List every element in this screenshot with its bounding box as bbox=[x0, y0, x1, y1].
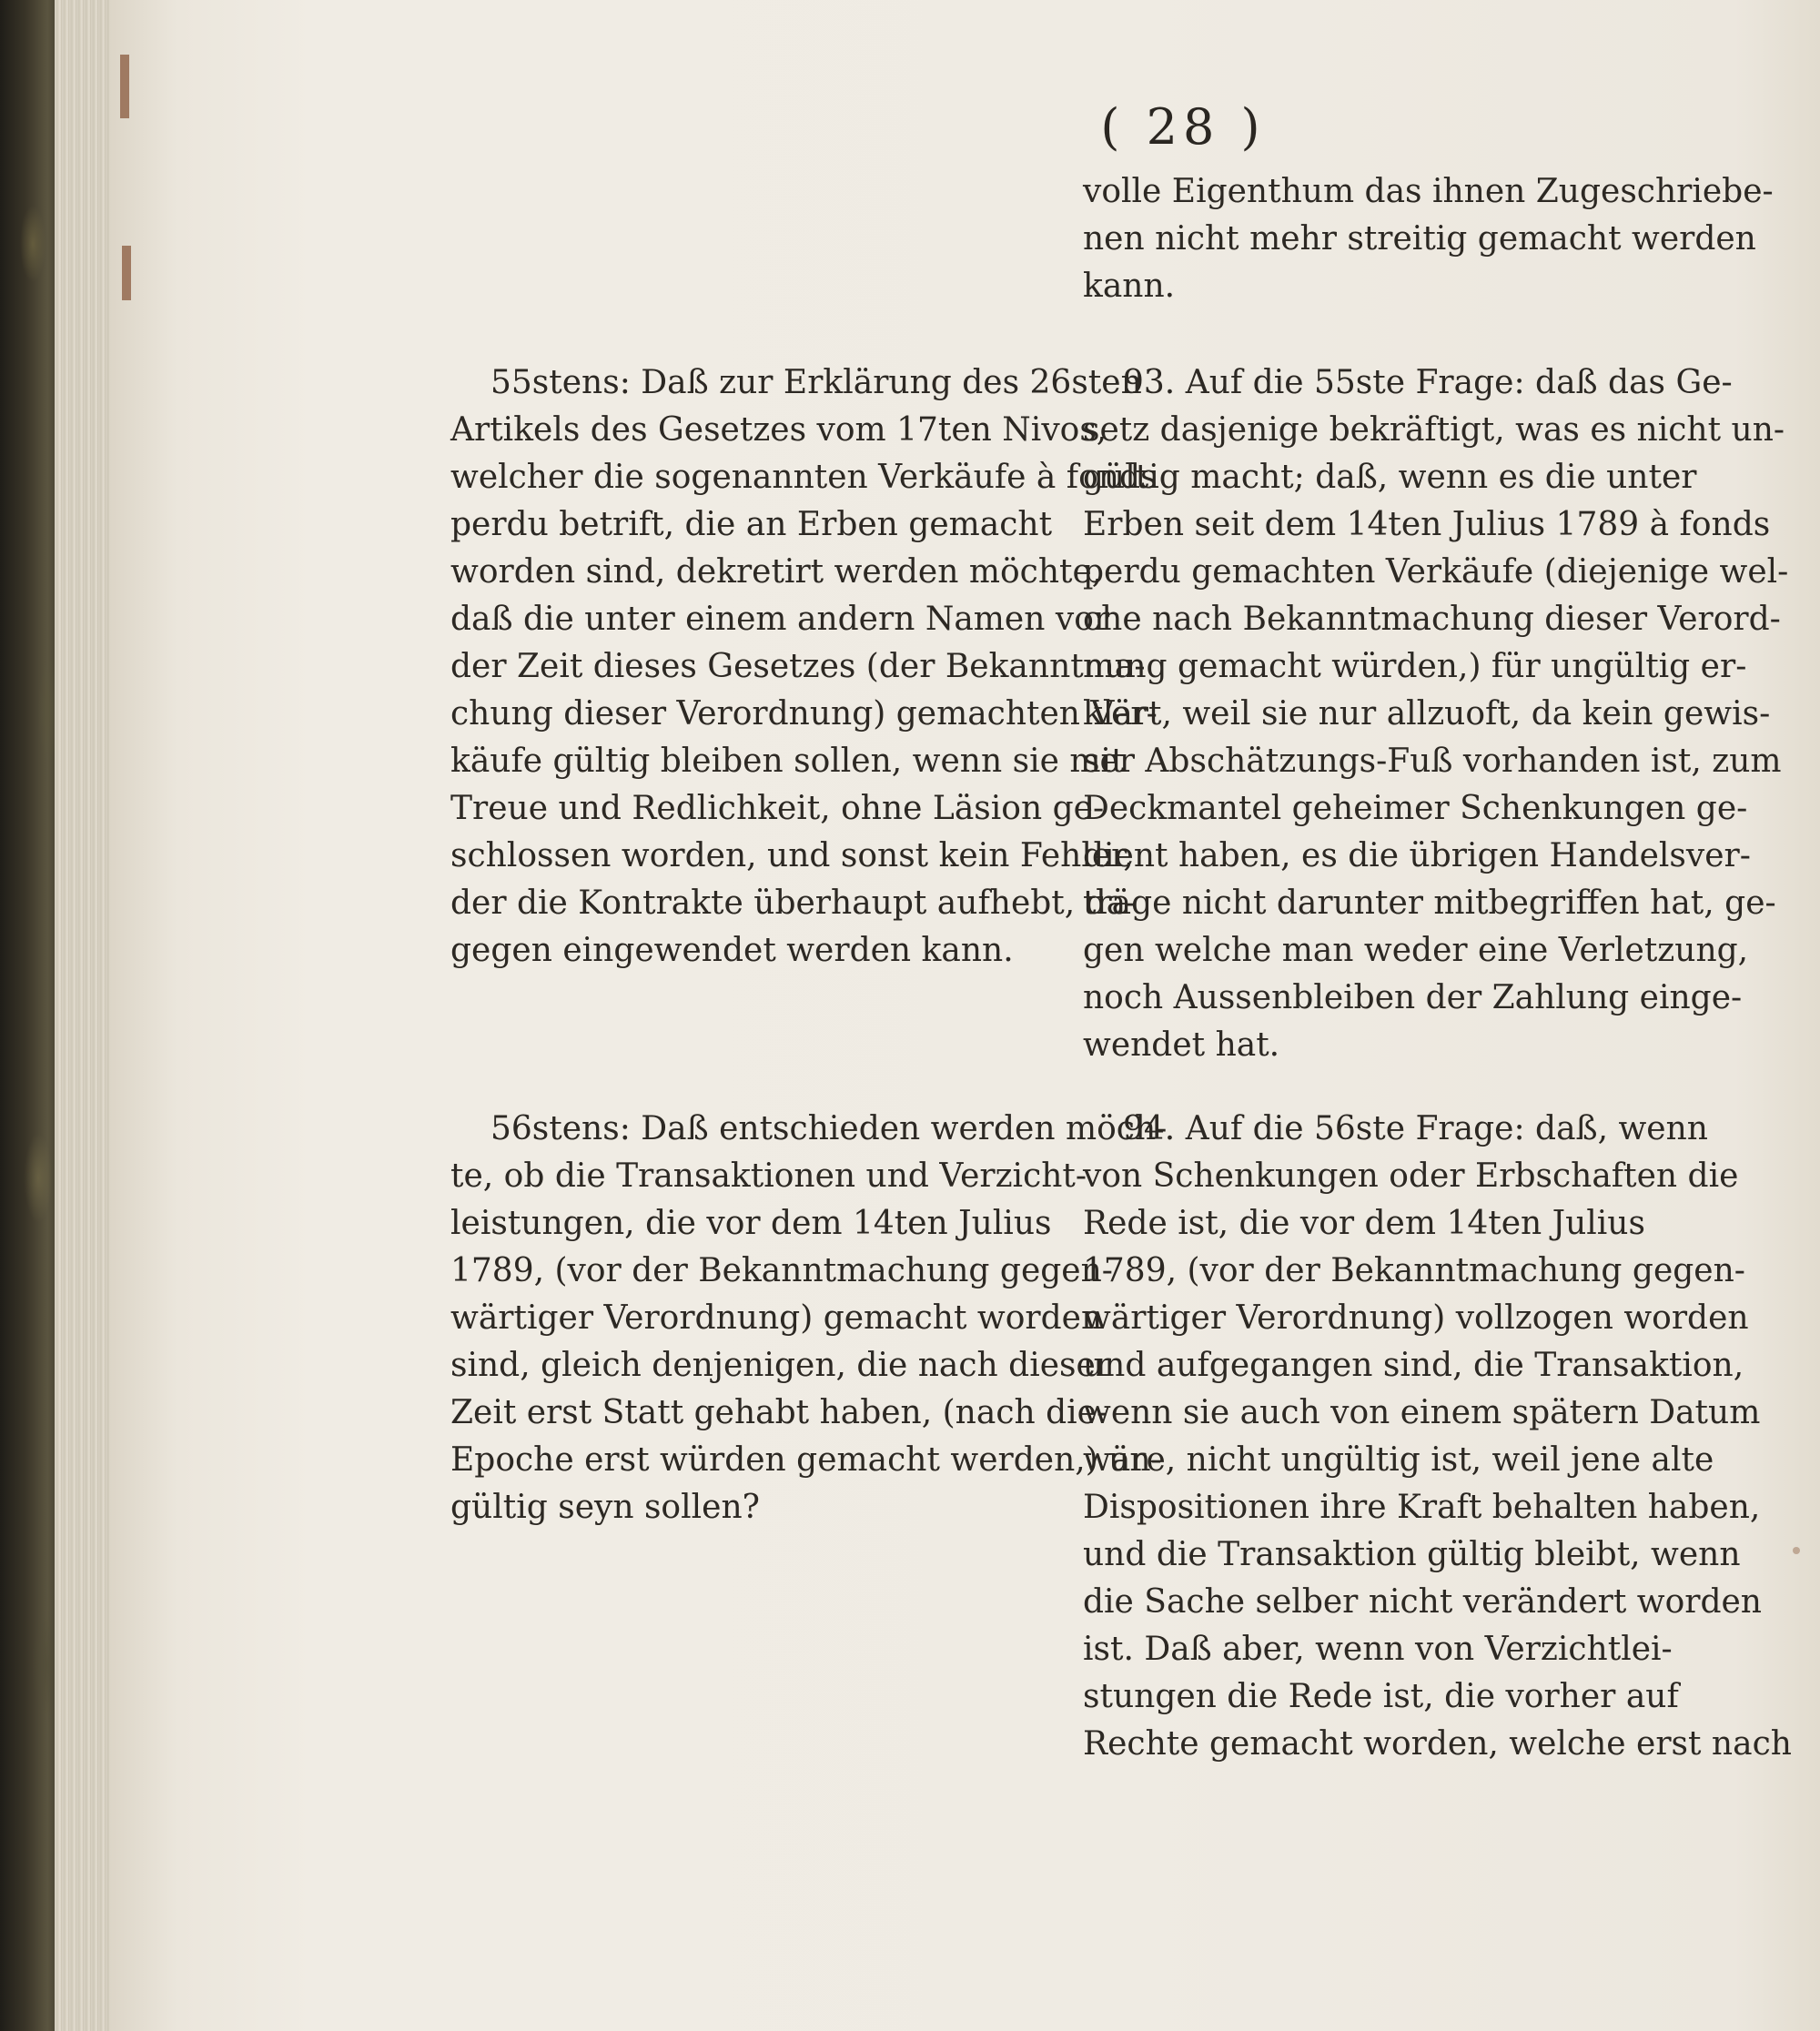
text-line: 1789, (vor der Bekanntmachung gegen- bbox=[450, 1252, 1113, 1289]
paragraph-55stens bbox=[450, 359, 1158, 975]
text-line: gültig seyn sollen? bbox=[450, 1489, 760, 1526]
text-line: welcher die sogenannten Verkäufe à fonds bbox=[450, 459, 1158, 496]
text-line: Epoche erst würden gemacht werden,) un- bbox=[450, 1441, 1162, 1479]
text-line: wenn sie auch von einem spätern Datum bbox=[1083, 1394, 1761, 1431]
margin-stain bbox=[120, 55, 129, 118]
text-line: wärtiger Verordnung) vollzogen worden bbox=[1083, 1299, 1749, 1337]
text-line: nen nicht mehr streitig gemacht werden bbox=[1083, 220, 1756, 258]
paper-speck bbox=[1793, 1547, 1800, 1554]
text-line: gegen eingewendet werden kann. bbox=[450, 932, 1014, 969]
text-line: stungen die Rede ist, die vorher auf bbox=[1083, 1678, 1679, 1715]
text-line: und aufgegangen sind, die Transaktion, bbox=[1083, 1347, 1744, 1384]
text-line: der Zeit dieses Gesetzes (der Bekanntma- bbox=[450, 648, 1146, 685]
text-line: Erben seit dem 14ten Julius 1789 à fonds bbox=[1083, 506, 1771, 543]
page-number: ( 28 ) bbox=[1100, 98, 1266, 156]
text-line: volle Eigenthum das ihnen Zugeschriebe- bbox=[1083, 173, 1774, 210]
text-line: leistungen, die vor dem 14ten Julius bbox=[450, 1205, 1052, 1242]
text-line: daß die unter einem andern Namen vor bbox=[450, 601, 1110, 638]
text-line: Deckmantel geheimer Schenkungen ge- bbox=[1083, 790, 1748, 827]
text-line: wendet hat. bbox=[1083, 1026, 1280, 1064]
text-line: dient haben, es die übrigen Handelsver- bbox=[1083, 837, 1751, 874]
text-line: käufe gültig bleiben sollen, wenn sie mit bbox=[450, 743, 1125, 780]
text-line: wäre, nicht ungültig ist, weil jene alte bbox=[1083, 1441, 1714, 1479]
text-line: gen welche man weder eine Verletzung, bbox=[1083, 932, 1749, 969]
text-line: Rechte gemacht worden, welche erst nach bbox=[1083, 1725, 1792, 1763]
paragraph-94 bbox=[1083, 1106, 1792, 1768]
paragraph-93 bbox=[1083, 359, 1789, 1069]
text-line: perdu betrift, die an Erben gemacht bbox=[450, 506, 1053, 543]
text-line: 1789, (vor der Bekanntmachung gegen- bbox=[1083, 1252, 1745, 1289]
text-line: 94. Auf die 56ste Frage: daß, wenn bbox=[1123, 1110, 1708, 1147]
text-line: die Sache selber nicht verändert worden bbox=[1083, 1583, 1762, 1621]
text-line: 55stens: Daß zur Erklärung des 26sten bbox=[490, 364, 1142, 401]
text-line: von Schenkungen oder Erbschaften die bbox=[1083, 1157, 1739, 1195]
right-column-top bbox=[1083, 168, 1774, 310]
text-line: träge nicht darunter mitbegriffen hat, ge- bbox=[1083, 884, 1776, 922]
text-line: Treue und Redlichkeit, ohne Läsion ge- bbox=[450, 790, 1105, 827]
page-sheet bbox=[109, 0, 1820, 2031]
text-line: schlossen worden, und sonst kein Fehler, bbox=[450, 837, 1134, 874]
text-line: che nach Bekanntmachung dieser Verord- bbox=[1083, 601, 1781, 638]
paragraph-56stens bbox=[450, 1106, 1168, 1531]
text-line: kann. bbox=[1083, 268, 1176, 305]
text-line: te, ob die Transaktionen und Verzicht- bbox=[450, 1157, 1087, 1195]
text-line: der die Kontrakte überhaupt aufhebt, da- bbox=[450, 884, 1138, 922]
text-line: 93. Auf die 55ste Frage: daß das Ge- bbox=[1123, 364, 1733, 401]
text-line: perdu gemachten Verkäufe (diejenige wel- bbox=[1083, 553, 1789, 591]
text-line: 56stens: Daß entschieden werden möch- bbox=[490, 1110, 1168, 1147]
text-line: und die Transaktion gültig bleibt, wenn bbox=[1083, 1536, 1741, 1573]
text-line: chung dieser Verordnung) gemachten Ver- bbox=[450, 695, 1158, 733]
text-line: nung gemacht würden,) für ungültig er- bbox=[1083, 648, 1747, 685]
text-line: sind, gleich denjenigen, die nach dieser bbox=[450, 1347, 1111, 1384]
text-line: noch Aussenbleiben der Zahlung einge- bbox=[1083, 979, 1743, 1016]
text-line: ist. Daß aber, wenn von Verzichtlei- bbox=[1083, 1631, 1673, 1668]
margin-stain bbox=[122, 246, 131, 300]
text-line: ser Abschätzungs-Fuß vorhanden ist, zum bbox=[1083, 743, 1782, 780]
text-line: Rede ist, die vor dem 14ten Julius bbox=[1083, 1205, 1645, 1242]
text-line: wärtiger Verordnung) gemacht worden bbox=[450, 1299, 1103, 1337]
text-line: worden sind, dekretirt werden möchte, bbox=[450, 553, 1103, 591]
text-line: Dispositionen ihre Kraft behalten haben, bbox=[1083, 1489, 1761, 1526]
text-line: Artikels des Gesetzes vom 17ten Nivos, bbox=[450, 411, 1107, 449]
text-line: klärt, weil sie nur allzuoft, da kein gewis- bbox=[1083, 695, 1771, 733]
text-line: setz dasjenige bekräftigt, was es nicht un- bbox=[1083, 411, 1785, 449]
text-line: gültig macht; daß, wenn es die unter bbox=[1083, 459, 1697, 496]
text-line: Zeit erst Statt gehabt haben, (nach die- bbox=[450, 1394, 1108, 1431]
